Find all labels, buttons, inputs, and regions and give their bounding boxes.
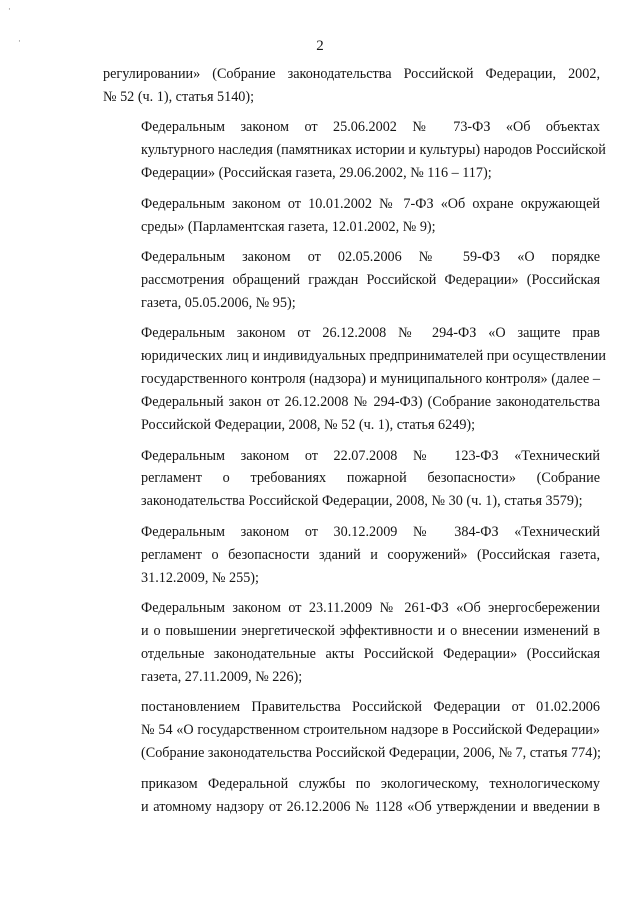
text-line: регламент о безопасности зданий и сооружений» (Российская газета, xyxy=(141,546,600,563)
document-paragraph xyxy=(103,322,606,437)
text-line: культурного наследия (памятниках истории и культуры) народов Российской xyxy=(141,142,606,159)
document-paragraph xyxy=(103,193,600,239)
document-paragraph xyxy=(103,597,600,689)
text-line: и атомному надзору от 26.12.2006 № 1128 «Об утверждении и введении в xyxy=(141,798,600,815)
text-line: постановлением Правительства Российской Федерации от 01.02.2006 xyxy=(141,699,600,716)
text-line: Федеральным законом от 23.11.2009 № 261-ФЗ «Об энергосбережении xyxy=(141,600,600,617)
text-line: газета, 27.11.2009, № 226); xyxy=(141,668,303,685)
text-line: Федеральный закон от 26.12.2008 № 294-ФЗ) (Собрание законодательства xyxy=(141,394,600,411)
text-line: Федеральным законом от 26.12.2008 № 294-ФЗ «О защите прав xyxy=(141,325,600,342)
document-paragraph xyxy=(103,445,600,514)
text-line: Федеральным законом от 02.05.2006 № 59-ФЗ «О порядке xyxy=(141,249,600,266)
text-line: (Собрание законодательства Российской Федерации, 2006, № 7, статья 774); xyxy=(141,745,602,762)
scan-artifact-mark: · xyxy=(18,37,21,47)
text-line: регламент о требованиях пожарной безопасности» (Собрание xyxy=(141,470,600,487)
text-line: юридических лиц и индивидуальных предпринимателей при осуществлении xyxy=(141,348,606,365)
text-line: газета, 05.05.2006, № 95); xyxy=(141,294,296,311)
text-line: Федеральным законом от 10.01.2002 № 7-ФЗ «Об охране окружающей xyxy=(141,195,600,212)
text-line: законодательства Российской Федерации, 2008, № 30 (ч. 1), статья 3579); xyxy=(141,493,583,510)
text-line: 31.12.2009, № 255); xyxy=(141,569,259,586)
scan-artifact-mark: · xyxy=(8,5,11,15)
text-line: государственного контроля (надзора) и муниципального контроля» (далее – xyxy=(141,371,600,388)
document-paragraph xyxy=(103,773,600,819)
text-line: среды» (Парламентская газета, 12.01.2002, № 9); xyxy=(141,218,436,235)
text-line: Российской Федерации, 2008, № 52 (ч. 1), статья 6249); xyxy=(141,417,476,434)
text-line: и о повышении энергетической эффективности и о внесении изменений в xyxy=(141,623,600,640)
text-line: Федеральным законом от 30.12.2009 № 384-ФЗ «Технический xyxy=(141,523,600,540)
document-paragraph xyxy=(103,63,600,109)
document-paragraph xyxy=(103,246,600,315)
text-line: Федеральным законом от 22.07.2008 № 123-ФЗ «Технический xyxy=(141,447,600,464)
text-line: рассмотрения обращений граждан Российской Федерации» (Российская xyxy=(141,272,600,289)
text-line: регулировании» (Собрание законодательства Российской Федерации, 2002, xyxy=(103,66,600,82)
document-paragraph xyxy=(103,696,600,765)
document-paragraph xyxy=(103,521,600,590)
document-paragraph xyxy=(103,116,606,185)
text-line: № 52 (ч. 1), статья 5140); xyxy=(103,88,255,105)
document-body xyxy=(103,63,606,826)
text-line: № 54 «О государственном строительном надзоре в Российской Федерации» xyxy=(141,722,600,739)
page-number: 2 xyxy=(316,38,324,54)
text-line: отдельные законодательные акты Российской Федерации» (Российская xyxy=(141,646,600,662)
text-line: приказом Федеральной службы по экологическому, технологическому xyxy=(141,775,600,792)
text-line: Федеральным законом от 25.06.2002 № 73-ФЗ «Об объектах xyxy=(141,119,600,136)
text-line: Федерации» (Российская газета, 29.06.2002, № 116 – 117); xyxy=(141,165,492,182)
